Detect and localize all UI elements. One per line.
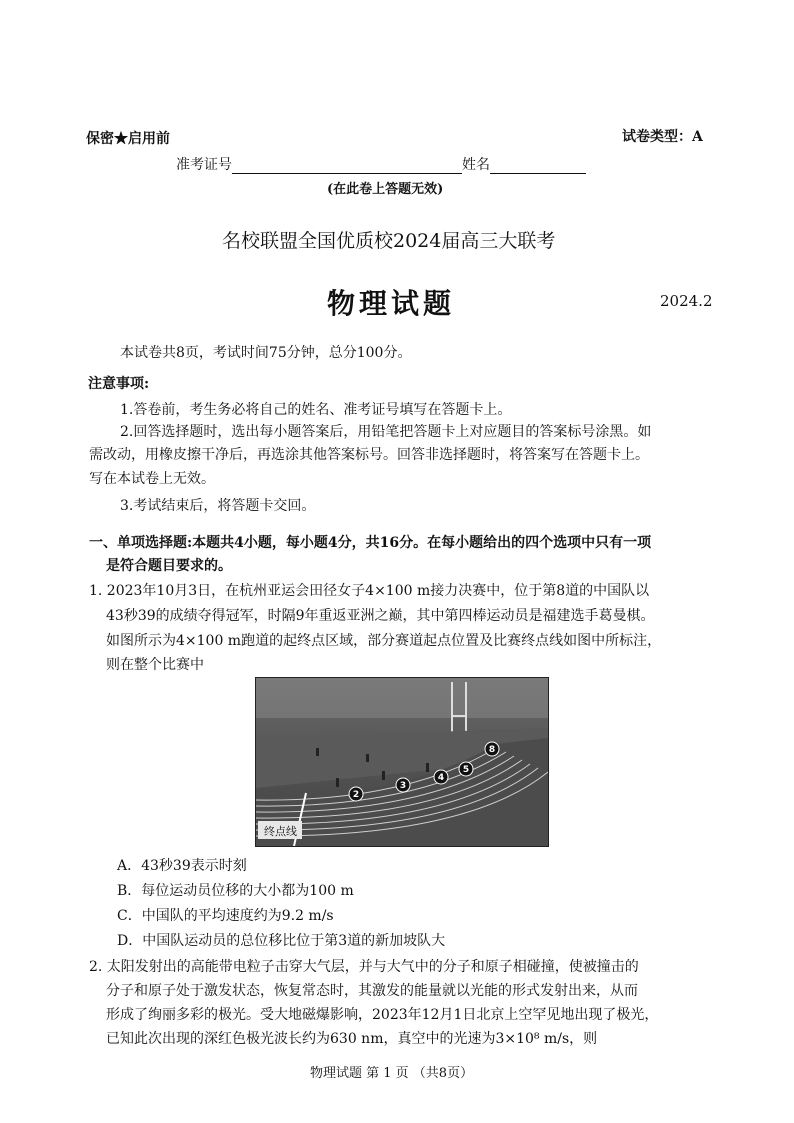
q2-line-4: 已知此次出现的深红色极光波长约为630 nm，真空中的光速为3×10⁸ m/s，则 (106, 1031, 598, 1047)
name-field[interactable] (490, 159, 586, 174)
q1-option-d: D．中国队运动员的总位移比位于第3道的新加坡队大 (117, 933, 446, 949)
exam-id-field[interactable] (232, 159, 462, 174)
exam-date: 2024.2 (660, 292, 713, 310)
lane-marker-8 (485, 742, 499, 756)
notice-heading: 注意事项: (88, 376, 150, 392)
notice-item-2-line-1: 2.回答选择题时，选出每小题答案后，用铅笔把答题卡上对应题目的答案标号涂黑。如 (120, 424, 652, 440)
lane-marker-3 (396, 778, 410, 792)
section-heading-line-2: 是符合题目要求的。 (106, 558, 232, 574)
page-title: 物理试题 (327, 287, 456, 320)
q2-line-2: 分子和原子处于激发状态，恢复常态时，其激发的能量就以光能的形式发射出来，从而 (106, 983, 638, 999)
svg-text:2: 2 (352, 790, 360, 800)
paper-type: 试卷类型：A (622, 129, 703, 145)
name-label: 姓名 (462, 157, 490, 173)
q1-line-1: 1. 2023年10月3日，在杭州亚运会田径女子4×100 m接力决赛中，位于第8道的中国队以 (89, 583, 650, 599)
svg-text:8: 8 (488, 745, 496, 755)
svg-text:5: 5 (462, 765, 470, 775)
notice-item-1: 1.答卷前，考生务必将自己的姓名、准考证号填写在答题卡上。 (120, 402, 512, 418)
exam-id-label: 准考证号 (176, 157, 232, 173)
intro-text: 本试卷共8页，考试时间75分钟，总分100分。 (120, 345, 412, 361)
q1-line-4: 则在整个比赛中 (106, 657, 204, 673)
lane-marker-5 (459, 762, 473, 776)
confidential-label: 保密★启用前 (86, 131, 170, 147)
stadium-track-photo (255, 677, 549, 847)
exam-name: 名校联盟全国优质校2024届高三大联考 (222, 230, 556, 252)
svg-text:3: 3 (399, 781, 407, 791)
q2-line-1: 2. 太阳发射出的高能带电粒子击穿大气层，并与大气中的分子和原子相碰撞，使被撞击的 (89, 959, 639, 975)
page-footer: 物理试题 第 1 页 （共8页） (310, 1066, 474, 1081)
invalid-note: (在此卷上答题无效) (327, 182, 444, 197)
notice-item-2-line-3: 写在本试卷上无效。 (89, 471, 215, 487)
notice-item-2-line-2: 需改动，用橡皮擦干净后，再选涂其他答案标号。回答非选择题时，将答案写在答题卡上。 (89, 447, 649, 463)
stadium-illustration (256, 678, 548, 846)
notice-item-3: 3.考试结束后，将答题卡交回。 (120, 498, 316, 514)
lane-marker-4 (434, 770, 448, 784)
q1-option-c: C．中国队的平均速度约为9.2 m/s (117, 908, 334, 924)
q1-option-b: B．每位运动员位移的大小都为100 m (117, 883, 354, 899)
q1-line-3: 如图所示为4×100 m跑道的起终点区域，部分赛道起点位置及比赛终点线如图中所标注， (106, 633, 662, 649)
exam-id-row (176, 154, 586, 174)
svg-text:4: 4 (437, 773, 445, 783)
section-heading-line-1: 一、单项选择题:本题共4小题，每小题4分，共16分。在每小题给出的四个选项中只有一项 (89, 535, 652, 551)
finish-line-label: 终点线 (264, 825, 297, 838)
q1-line-2: 43秒39的成绩夺得冠军，时隔9年重返亚洲之巅，其中第四棒运动员是福建选手葛曼棋。 (106, 608, 655, 624)
lane-marker-2 (349, 787, 363, 801)
q2-line-3: 形成了绚丽多彩的极光。受大地磁爆影响，2023年12月1日北京上空罕见地出现了极光， (106, 1007, 659, 1023)
q1-option-a: A．43秒39表示时刻 (117, 858, 247, 874)
